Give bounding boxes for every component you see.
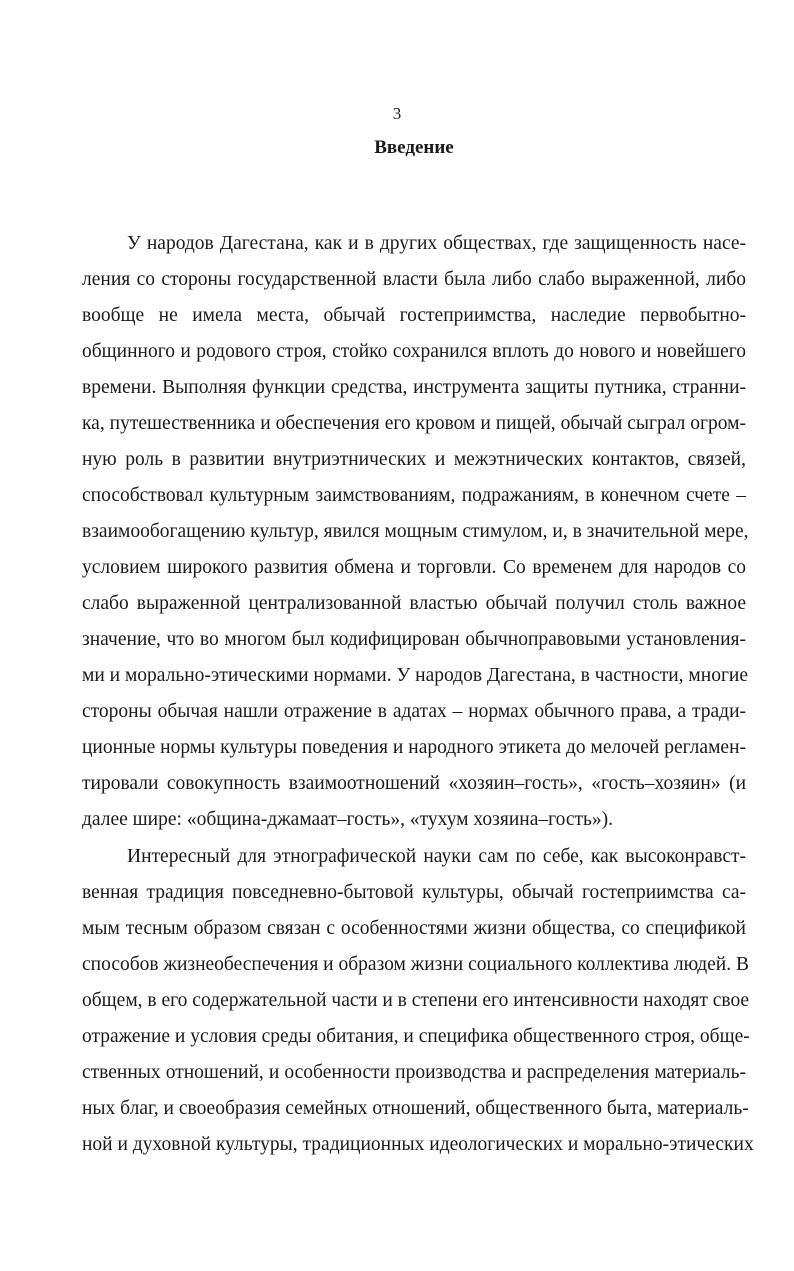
text-line: вообще не имела места, обычай гостеприимства, наследие первобытно- [82,305,746,326]
text-line: значение, что во многом был кодифицирован обычноправовыми установления- [82,629,746,650]
text-line: У народов Дагестана, как и в других обществах, где защищенность насе- [127,233,746,254]
text-line: общем, в его содержательной части и в степени его интенсивности находят свое [82,990,750,1011]
text-line: ную роль в развитии внутриэтнических и межэтнических контактов, связей, [82,449,746,470]
text-line: стороны обычая нашли отражение в адатах – нормах обычного права, а тради- [82,701,746,722]
text-line: Интересный для этнографической науки сам по себе, как высоконравст- [127,846,746,867]
text-line: венная традиция повседневно-бытовой культуры, обычай гостеприимства са- [82,882,746,903]
text-line: ления со стороны государственной власти была либо слабо выраженной, либо [82,269,746,290]
text-line: ной и духовной культуры, традиционных идеологических и морально-этических [82,1134,754,1155]
text-line: ми и морально-этическими нормами. У народов Дагестана, в частности, многие [82,665,749,686]
text-line: времени. Выполняя функции средства, инструмента защиты путника, странни- [82,377,746,398]
page-title: Введение [374,137,454,158]
text-line: способов жизнеобеспечения и образом жизни социального коллектива людей. В [82,954,749,975]
text-line: слабо выраженной централизованной властью обычай получил столь важное [82,593,746,614]
text-line: далее шире: «община-джамаат–гость», «тухум хозяина–гость»). [82,809,614,830]
text-line: взаимообогащению культур, явился мощным стимулом, и, в значительной мере, [82,521,749,542]
text-line: мым тесным образом связан с особенностями жизни общества, со спецификой [82,918,746,939]
text-line: тировали совокупность взаимоотношений «хозяин–гость», «гость–хозяин» (и [82,773,746,794]
text-line: ционные нормы культуры поведения и народного этикета до мелочей регламен- [82,737,746,758]
page-number: 3 [392,104,402,123]
text-line: ка, путешественника и обеспечения его кровом и пищей, обычай сыграл огром- [82,413,746,434]
text-line: ственных отношений, и особенности производства и распределения материаль- [82,1062,746,1083]
text-line: способствовал культурным заимствованиям, подражаниям, в конечном счете – [82,485,746,506]
text-line: ных благ, и своеобразия семейных отношений, общественного быта, материаль- [82,1098,749,1119]
text-line: общинного и родового строя, стойко сохранился вплоть до нового и новейшего [82,341,746,362]
text-line: отражение и условия среды обитания, и специфика общественного строя, обще- [82,1026,750,1047]
text-line: условием широкого развития обмена и торговли. Со временем для народов со [82,557,746,578]
